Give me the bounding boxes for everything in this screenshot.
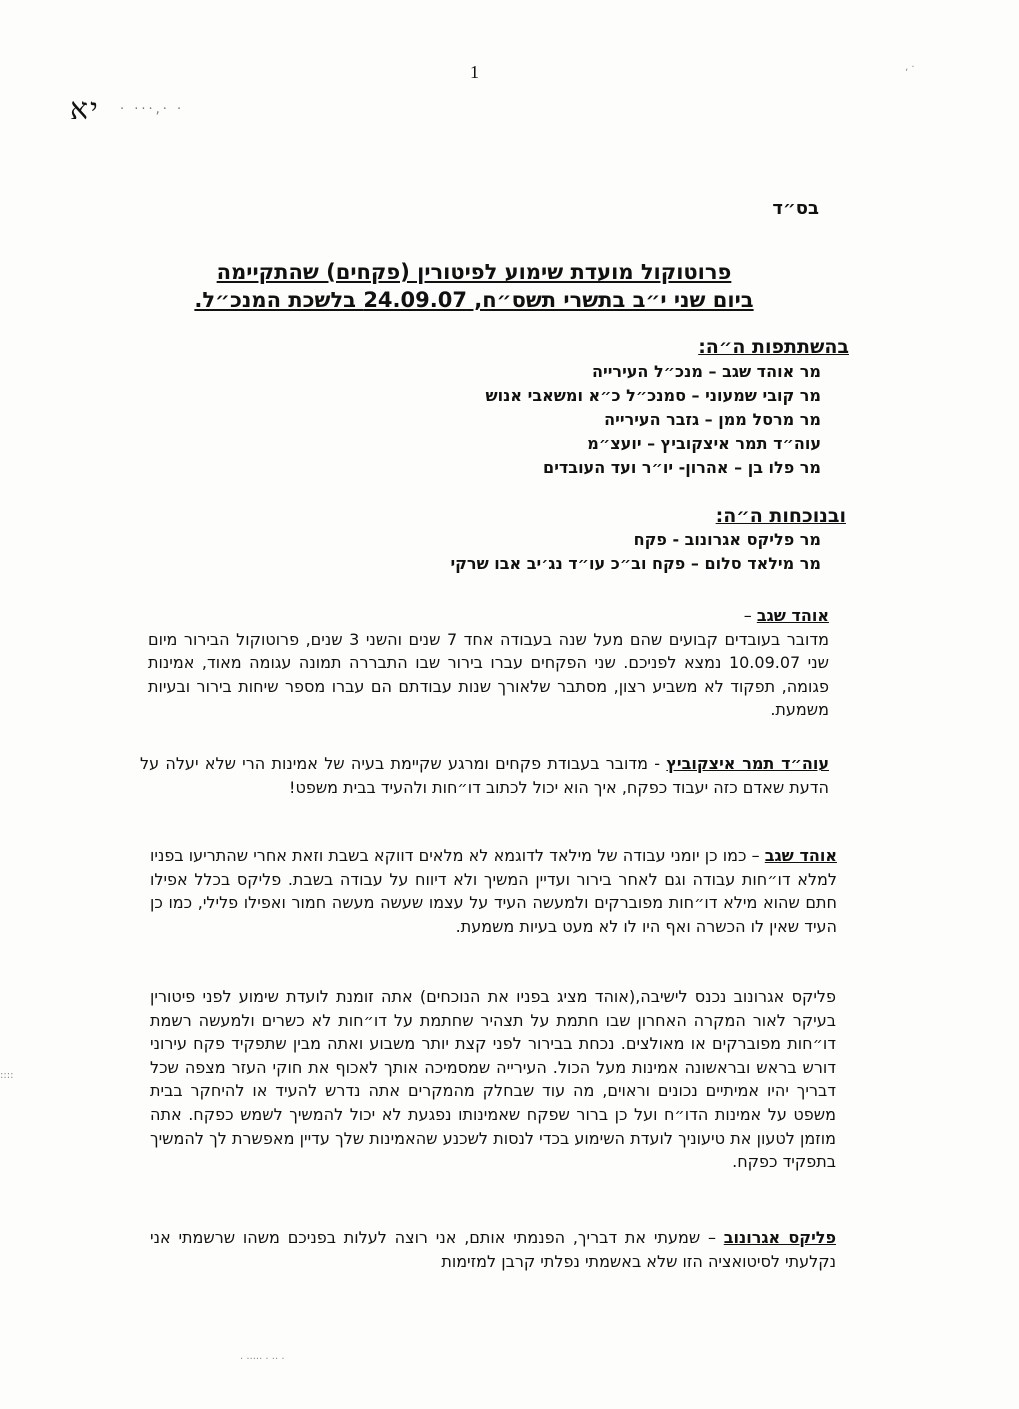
speech-block [150,1226,836,1273]
speech-block [140,752,829,799]
speech-text: מדובר בעבודת פקחים ומרגע שקיימת בעיה של אמינות הרי שלא יעלה על הדעת שאדם כזה יעבוד כפקח, איך הוא יכול לכתוב דו״חות ולהעיד בבית משפט! [140,754,829,797]
participant-item: מר קובי שמעוני – סמנכ״ל כ״א ומשאבי אנוש [485,386,821,405]
speech-block [150,844,837,938]
participants-heading: בהשתתפות ה״ה: [698,336,849,358]
speech-text: כמו כן יומני עבודה של מילאד לדוגמא לא מלאים דווקא בשבת וזאת אחרי שהתריעו בפניו למלא דו״חות עבודה וגם לאחר בירור ועדיין המשיך ולא דיווח על עבודה בשבת. פליקס בכלל אפילו חתם שהוא מילא דו״חות מפוברקים ולמעשה העיד על עצמו שעשה מעשה חמור ואפילו פלילי, כמו כן העיד שאין לו הכשרה ואף היו לו לא מעט בעיות משמעת. [150,846,837,936]
corner-handwritten-mark: יא [70,92,100,127]
present-list [450,528,821,576]
speaker-separator: - [648,754,667,773]
title-line-2: ביום שני י״ב בתשרי תשס״ח, 24.09.07 בלשכת המנכ״ל. [194,288,754,312]
scan-speck: · ‚ [905,62,915,73]
speaker-separator: – [746,846,765,865]
speaker-name: אוהד שגב [756,606,829,625]
speech-text: שמעתי את דבריך, הפנמתי אותם, אני רוצה לעלות בפניכם משהו שרשמתי אני נקלעתי לסיטואציה הזו שלא באשמתי נפלתי קרבן למזימות [150,1228,836,1271]
present-item: מר מילאד סלום – פקח וב״כ עו״ד נג׳יב אבו שרקי [450,554,821,573]
participants-list [486,360,821,480]
speech-block [150,985,836,1174]
page-number: 1 [470,62,479,82]
scan-speck: · ·· · ····· · [240,1354,285,1365]
participant-item: מר אוהד שגב – מנכ״ל העירייה [592,362,821,381]
speech-text: מדובר בעובדים קבועים שהם מעל שנה בעבודה אחד 7 שנים והשני 3 שנים, פרוטוקול הבירור מיום שני 10.09.07 נמצא לפניכם. שני הפקחים עברו בירור שבו התבררה תמונה עגומה מאוד, אמינות פגומה, תפקוד לא משביע רצון, מסתבר שלאורך שנות עבודתם הם עברו מספר שיחות בירור ובעיות משמעת. [148,629,830,720]
speaker-name: פליקס אגרונוב [723,1228,837,1247]
participant-item: מר מרסל ממן – גזבר העירייה [604,410,821,429]
bsd-heading: בס״ד [772,198,819,219]
scan-speck: :::: [0,1070,14,1081]
speech-block [148,604,829,722]
speaker-name: אוהד שגב [764,846,837,865]
corner-scribble: · ·,··· · [120,102,185,117]
speaker-separator: – [743,606,757,625]
present-item: מר פליקס אגרונוב - פקח [633,530,821,549]
speech-text: פליקס אגרונוב נכנס לישיבה,(אוהד מציג בפניו את הנוכחים) אתה זומנת לועדת שימוע לפני פיטורין בעיקר לאור המקרה האחרון שבו חתמת על תצהיר שחתמת על דו״חות לא כשרים ולמעשה רשמת דו״חות מפוברקים או מאולצים. נכחת בבירור לפני קצת יותר משבוע ואתה מבין שתפקיד פקח עירוני דורש בראש ובראשונה אמינות מעל הכול. העירייה שמסמיכה אותך לאכוף את חוקי העזר מצפה שכל דבריך יהיו אמיתיים נכונים וראוים, מה עוד שבחלק מהמקרים אתה נדרש להעיד או להיחקר בבית משפט על אמינות הדו״ח ועל כן ברור שפקח שאמינותו נפגעת לא יכול להמשיך לשמש כפקח. אתה מוזמן לטעון את טיעוניך לועדת השימוע בכדי לנסות לשכנע שהאמינות שלך עדיין מאפשרת לך להמשיך בתפקיד כפקח. [150,987,836,1172]
present-heading: ובנוכחות ה״ה: [715,505,846,527]
document-title [194,258,754,314]
participant-item: מר פלו בן – אהרון- יו״ר ועד העובדים [543,458,821,477]
speaker-separator: – [700,1228,724,1247]
participant-item: עוה״ד תמר איצקוביץ – יועצ״מ [587,434,821,453]
title-line-1: פרוטוקול מועדת שימוע לפיטורין (פקחים) שהתקיימה [216,260,732,284]
speaker-name: עוה״ד תמר איצקוביץ [666,754,830,773]
